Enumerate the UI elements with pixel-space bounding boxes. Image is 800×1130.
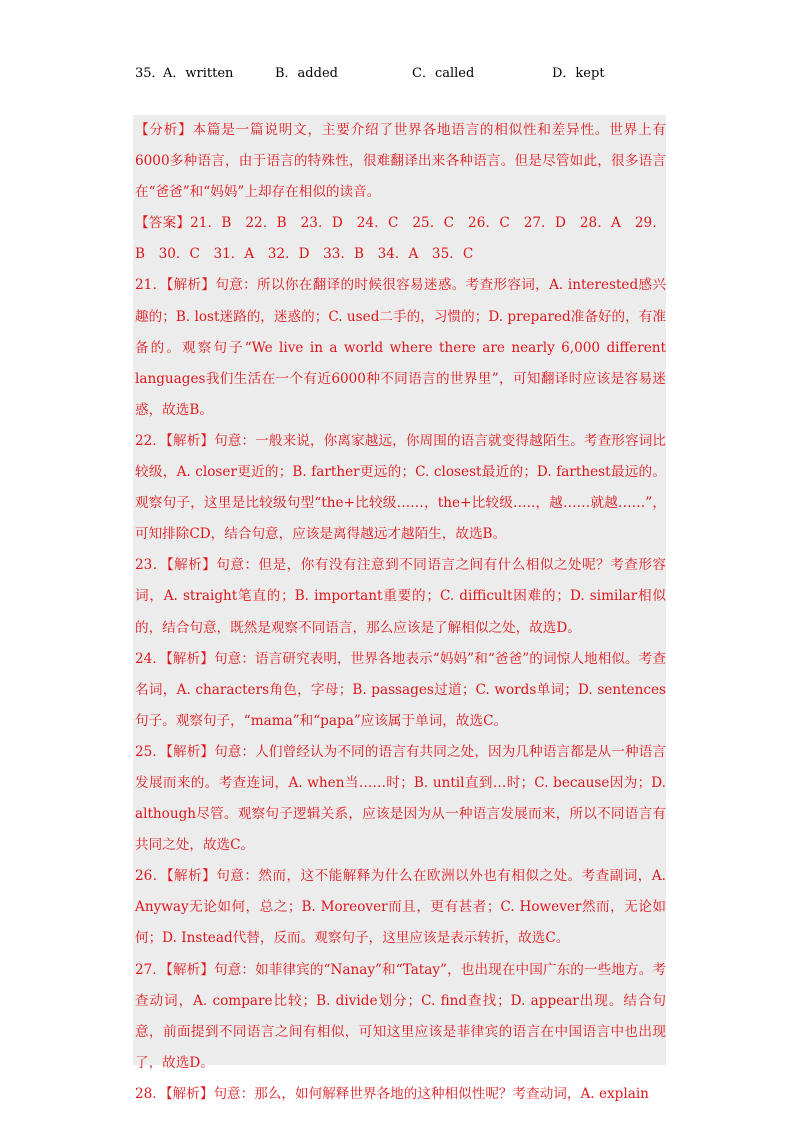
option-c: C．called [412,66,475,81]
explanation-22: 22．【解析】句意：一般来说，你离家越远，你周围的语言就变得越陌生。考查形容词比较级，A. closer更近的；B. farther更远的；C. closest最近的；D. farthest最远的。观察句子，这里是比较级句型“the+比较级……，the+比较级…..，越……就越……”，可知排除CD，结合句意，应该是离得越远才越陌生，故选B。 [135,432,666,543]
explanation-26: 26．【解析】句意：然而，这不能解释为什么在欧洲以外也有相似之处。考查副词，A. Anyway无论如何，总之；B. Moreover而且，更有甚者；C. However然而，无论如何；D. Instead代替，反而。观察句子，这里应该是表示转折，故选C。 [135,868,666,947]
explanation-21: 21．【解析】句意：所以你在翻译的时候很容易迷惑。考查形容词，A. interested感兴趣的；B. lost迷路的，迷惑的；C. used二手的，习惯的；D. prepared准备好的，有准备的。观察句子“We live in a world where there are nearly 6,000 different languages我们生活在一个有近6000种不同语言的世界里”，可知翻译时应该是容易迷惑，故选B。 [135,277,666,418]
option-a: A．written [163,66,234,81]
explanation-25: 25．【解析】句意：人们曾经认为不同的语言有共同之处，因为几种语言都是从一种语言发展而来的。考查连词，A. when当……时；B. until直到…时；C. because因为；D. although尽管。观察句子逻辑关系，应该是因为从一种语言发展而来，所以不同语言有共同之处，故选C。 [135,743,666,854]
answer-key: 【答案】21．B 22．B 23．D 24．C 25．C 26．C 27．D 28．A 29．B 30．C 31．A 32．D 33．B 34．A 35．C [135,215,666,263]
explanation-28: 28．【解析】句意：那么，如何解释世界各地的这种相似性呢？考查动词，A. explain [135,1085,649,1102]
explanation-24: 24．【解析】句意：语言研究表明，世界各地表示“妈妈”和“爸爸”的词惊人地相似。考查名词，A. characters角色，字母；B. passages过道；C. words单词；D. sentences句子。观察句子，“mama”和“papa”应该属于单词，故选C。 [135,650,666,729]
explanation-27: 27．【解析】句意：如菲律宾的“Nanay”和“Tatay”，也出现在中国广东的一些地方。考查动词，A. compare比较；B. divide划分；C. find查找；D. appear出现。结合句意，前面提到不同语言之间有相似，可知这里应该是菲律宾的语言在中国语言中也出现了，故选D。 [135,961,666,1071]
explanation-23: 23．【解析】句意：但是，你有没有注意到不同语言之间有什么相似之处呢？考查形容词，A. straight笔直的；B. important重要的；C. difficult困难的；D. similar相似的，结合句意，既然是观察不同语言，那么应该是了解相似之处，故选D。 [135,557,666,636]
analysis-summary: 【分析】本篇是一篇说明文，主要介绍了世界各地语言的相似性和差异性。世界上有6000多种语言，由于语言的特殊性，很难翻译出来各种语言。但是尽管如此，很多语言在“爸爸”和“妈妈”上却存在相似的读音。 [135,122,666,201]
question-number: 35． [135,66,165,81]
option-b: B．added [275,66,338,81]
option-d: D．kept [552,66,605,81]
question-35 [135,62,675,84]
answer-analysis-section [133,115,666,1102]
